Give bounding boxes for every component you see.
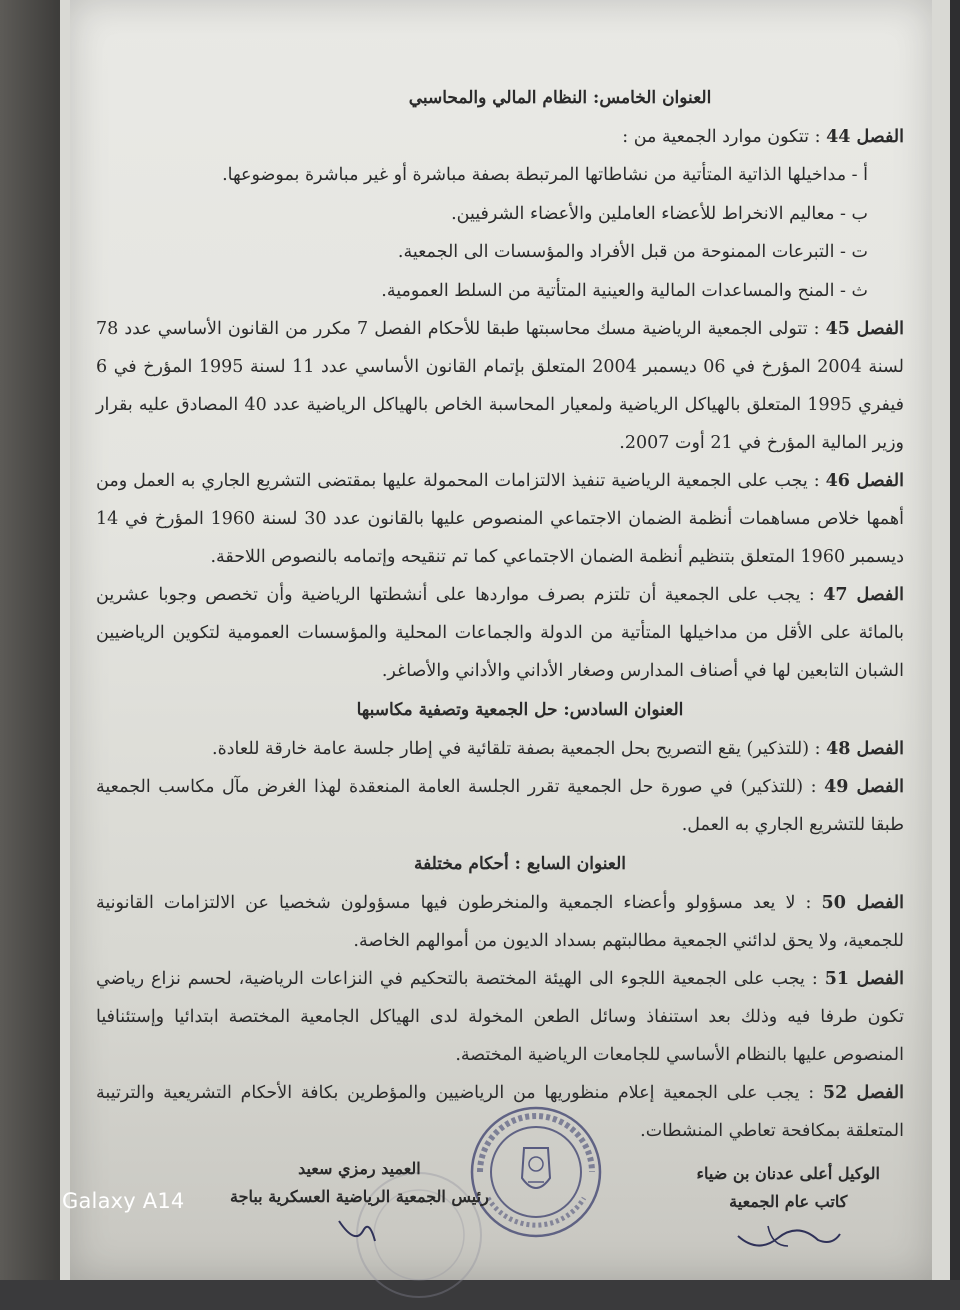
article-label: الفصل 46: [825, 471, 904, 491]
article-label: الفصل 48: [826, 739, 904, 759]
article-text: : يجب على الجمعية اللجوء الى الهيئة المختصة بالتحكيم في النزاعات الرياضية، لحسم نزاع رياضي تكون طرفا فيه وذلك بعد استنفاذ وسائل الطعن المخولة لدى الهياكل الجامعية المختصة ابتدائيا وإستئنافيا المنصوص عليها بالنظام الأساسي للجامعات الرياضية المختصة.: [96, 969, 904, 1065]
article-46: [96, 462, 904, 576]
list-item: أ - مداخيلها الذاتية المتأتية من نشاطاتها المرتبطة بصفة مباشرة أو غير مباشرة بموضوعها.: [222, 165, 868, 185]
president-name: العميد رمزي سعيد: [298, 1159, 421, 1178]
article-text: : يجب على الجمعية إعلام منظوريها من الرياضيين والمؤطرين بكافة الأحكام التشريعية والترتيبة المتعلقة بمكافحة تعاطي المنشطات.: [96, 1083, 904, 1141]
secretary-role: كاتب عام الجمعية: [729, 1192, 848, 1211]
article-label: الفصل 44: [826, 127, 904, 147]
article-51: [96, 960, 904, 1074]
president-role: رئيس الجمعية الرياضية العسكرية بباجة: [230, 1187, 489, 1206]
handwritten-signature-icon: [728, 1216, 848, 1256]
list-item: ث - المنح والمساعدات المالية والعينية المتأتية من السلط العمومية.: [381, 280, 868, 301]
article-label: الفصل 47: [823, 585, 904, 605]
article-text: : يجب على الجمعية الرياضية تنفيذ الالتزامات المحمولة عليها بمقتضى التشريع الجاري به العمل ومن أهمها خلاص مساهمات أنظمة الضمان الاجتماعي المنصوص عليها بالقانون عدد 30 لسنة 1960 المؤرخ في 14 ديسمبر 1960 المتعلق بتنظيم أنظمة الضمان الاجتماعي كما تم تنقيحه وإتمامه بالنصوص اللاحقة.: [96, 471, 904, 567]
section-title-6: العنوان السادس: حل الجمعية وتصفية مكاسبها: [356, 700, 684, 720]
secretary-signature: [696, 1160, 880, 1265]
section-title-7: العنوان السابع : أحكام مختلفة: [413, 854, 627, 874]
device-watermark: Galaxy A14: [62, 1189, 185, 1213]
president-signature: [230, 1155, 489, 1260]
secretary-name: الوكيل أعلى عدنان بن ضياء: [696, 1164, 880, 1183]
article-44: [96, 118, 904, 156]
article-label: الفصل 49: [824, 777, 904, 797]
article-label: الفصل 45: [825, 319, 904, 339]
article-text: : تتولى الجمعية الرياضية مسك محاسبتها طبقا للأحكام الفصل 7 مكرر من القانون الأساسي عدد 78 لسنة 2004 المؤرخ في 06 ديسمبر 2004 المتعلق بإتمام القانون الأساسي عدد 11 لسنة 1995 المؤرخ في 6 فيفري 1995 المتعلق بالهياكل الرياضية ولمعيار المحاسبة الخاص بالهياكل الرياضية عدد 40 المصادق عليه بقرار وزير المالية المؤرخ في 21 أوت 2007.: [96, 319, 904, 453]
article-50: [96, 884, 904, 960]
article-text: : تتكون موارد الجمعية من :: [622, 127, 821, 147]
article-45: [96, 310, 904, 462]
article-text: : (للتذكير) يقع التصريح بحل الجمعية بصفة تلقائية في إطار جلسة عامة خارقة للعادة.: [212, 739, 821, 759]
signature-area: [100, 1100, 900, 1280]
article-text: : (للتذكير) في صورة حل الجمعية تقرر الجلسة العامة المنعقدة لهذا الغرض مآل مكاسب الجمعية طبقا للتشريع الجاري به العمل.: [96, 777, 904, 835]
list-item: ب - معاليم الانخراط للأعضاء العاملين والأعضاء الشرفيين.: [451, 203, 868, 224]
article-label: الفصل 50: [821, 893, 904, 913]
handwritten-signature-icon: [299, 1211, 419, 1251]
document-body: [96, 78, 904, 1150]
article-label: الفصل 51: [824, 969, 904, 989]
article-label: الفصل 52: [822, 1083, 904, 1103]
section-title-5: العنوان الخامس: النظام المالي والمحاسبي: [408, 88, 712, 108]
article-text: : لا يعد مسؤولو وأعضاء الجمعية والمنخرطون فيها مسؤولون شخصيا عن الالتزامات القانونية للجمعية، ولا يحق لدائني الجمعية مطالبتهم بسداد الديون من أموالهم الخاصة.: [96, 893, 904, 951]
article-49: [96, 768, 904, 844]
article-48: [96, 730, 904, 768]
list-item: ت - التبرعات الممنوحة من قبل الأفراد والمؤسسات الى الجمعية.: [397, 242, 868, 262]
article-text: : يجب على الجمعية أن تلتزم بصرف مواردها على أنشطتها الرياضية وأن تخصص وجوبا عشرين بالمائة على الأقل من مداخيلها المتأتية من الدولة والجماعات المحلية والمؤسسات العمومية لتكوين الرياضيين الشبان التابعين لها في أصناف المدارس وصغار الأداني والأداني والأصاغر.: [96, 585, 904, 681]
article-47: [96, 576, 904, 690]
